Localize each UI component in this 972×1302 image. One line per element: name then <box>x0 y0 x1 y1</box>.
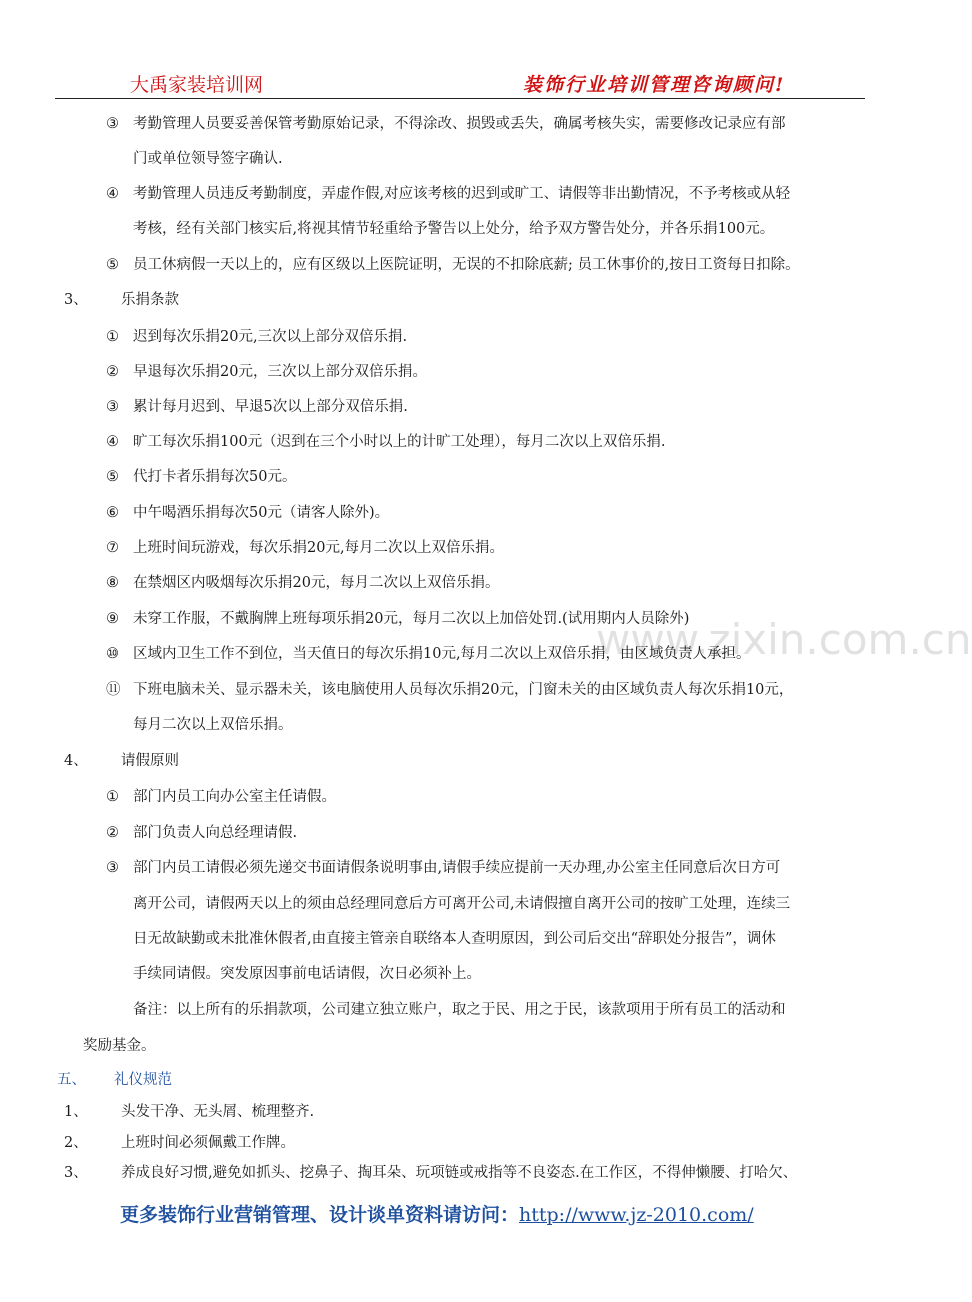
watermark: www.zixin.com.cn <box>596 615 972 664</box>
text-line: 员工休病假一天以上的，应有区级以上医院证明，无误的不扣除底薪; 员工休事价的,按日工资每日扣除。 <box>133 257 800 273</box>
text-line: 备注：以上所有的乐捐款项，公司建立独立账户，取之于民、用之于民，该款项用于所有员工的活动和 <box>133 1002 786 1018</box>
text-line: 乐捐条款 <box>121 292 179 308</box>
line-marker: 3、 <box>64 1165 88 1181</box>
text-line: 日无故缺勤或未批准休假者,由直接主管亲自联络本人查明原因，到公司后交出“辞职处分报告”，调休 <box>133 931 776 947</box>
site-title: 大禹家装培训网 <box>130 74 264 96</box>
text-line: 迟到每次乐捐20元,三次以上部分双倍乐捐. <box>133 329 408 345</box>
text-line: 养成良好习惯,避免如抓头、挖鼻子、掏耳朵、玩项链或戒指等不良姿态.在工作区，不得伸懒腰、打哈欠、 <box>121 1165 798 1181</box>
line-marker: ④ <box>106 186 119 202</box>
text-line: 手续同请假。突发原因事前电话请假，次日必须补上。 <box>133 966 481 982</box>
line-marker: ① <box>106 789 119 805</box>
text-line: 考核，经有关部门核实后,将视其情节轻重给予警告以上处分，给予双方警告处分，并各乐捐100元。 <box>133 221 775 237</box>
text-line: 头发干净、无头屑、梳理整齐. <box>121 1104 315 1120</box>
text-line: 早退每次乐捐20元，三次以上部分双倍乐捐。 <box>133 364 427 380</box>
line-marker: ① <box>106 329 119 345</box>
line-marker: ④ <box>106 434 119 450</box>
line-marker: ② <box>106 364 119 380</box>
text-line: 奖励基金。 <box>83 1038 156 1054</box>
text-line: 在禁烟区内吸烟每次乐捐20元，每月二次以上双倍乐捐。 <box>133 575 500 591</box>
line-marker: ③ <box>106 116 119 132</box>
text-line: 上班时间必须佩戴工作牌。 <box>121 1135 295 1151</box>
text-line: 部门负责人向总经理请假. <box>133 825 298 841</box>
footer-link[interactable]: http://www.jz-2010.com/ <box>519 1204 754 1226</box>
text-line: 离开公司，请假两天以上的须由总经理同意后方可离开公司,未请假擅自离开公司的按旷工处理，连续三 <box>133 896 791 912</box>
text-line: 旷工每次乐捐100元（迟到在三个小时以上的计旷工处理），每月二次以上双倍乐捐. <box>133 434 666 450</box>
text-line: 门或单位领导签字确认. <box>133 151 283 167</box>
line-marker: ② <box>106 825 119 841</box>
text-line: 考勤管理人员要妥善保管考勤原始记录，不得涂改、损毁或丢失，确属考核失实，需要修改记录应有部 <box>133 116 786 132</box>
line-marker: ⑩ <box>106 646 119 662</box>
page-footer <box>120 1200 754 1227</box>
header-divider <box>55 98 865 99</box>
text-line: 区域内卫生工作不到位，当天值日的每次乐捐10元,每月二次以上双倍乐捐，由区域负责人承担。 <box>133 646 751 662</box>
footer-text: 更多装饰行业营销管理、设计谈单资料请访问： <box>120 1204 520 1226</box>
line-marker: ⑪ <box>106 682 121 698</box>
text-line: 上班时间玩游戏，每次乐捐20元,每月二次以上双倍乐捐。 <box>133 540 505 556</box>
text-line: 代打卡者乐捐每次50元。 <box>133 469 297 485</box>
line-marker: ⑤ <box>106 469 119 485</box>
line-marker: 3、 <box>64 292 88 308</box>
line-marker: 2、 <box>64 1135 88 1151</box>
line-marker: 1、 <box>64 1104 88 1120</box>
line-marker: 五、 <box>57 1072 86 1088</box>
text-line: 请假原则 <box>121 753 179 769</box>
text-line: 部门内员工请假必须先递交书面请假条说明事由,请假手续应提前一天办理,办公室主任同意后次日方可 <box>133 860 781 876</box>
text-line: 累计每月迟到、早退5次以上部分双倍乐捐. <box>133 399 408 415</box>
text-line: 考勤管理人员违反考勤制度，弄虚作假,对应该考核的迟到或旷工、请假等非出勤情况，不予考核或从轻 <box>133 186 791 202</box>
line-marker: ⑥ <box>106 505 119 521</box>
text-line: 中午喝酒乐捐每次50元（请客人除外)。 <box>133 505 390 521</box>
line-marker: ③ <box>106 860 119 876</box>
line-marker: ③ <box>106 399 119 415</box>
line-marker: ⑧ <box>106 575 119 591</box>
line-marker: ⑦ <box>106 540 119 556</box>
text-line: 下班电脑未关、显示器未关，该电脑使用人员每次乐捐20元，门窗未关的由区域负责人每次乐捐10元， <box>133 682 794 698</box>
text-line: 礼仪规范 <box>114 1072 172 1088</box>
header-slogan: 装饰行业培训管理咨询顾问! <box>523 74 786 96</box>
page-header <box>0 0 920 100</box>
text-line: 每月二次以上双倍乐捐。 <box>133 717 293 733</box>
text-line: 未穿工作服，不戴胸牌上班每项乐捐20元，每月二次以上加倍处罚.(试用期内人员除外) <box>133 611 690 627</box>
text-line: 部门内员工向办公室主任请假。 <box>133 789 336 805</box>
line-marker: 4、 <box>64 753 88 769</box>
line-marker: ⑤ <box>106 257 119 273</box>
line-marker: ⑨ <box>106 611 119 627</box>
